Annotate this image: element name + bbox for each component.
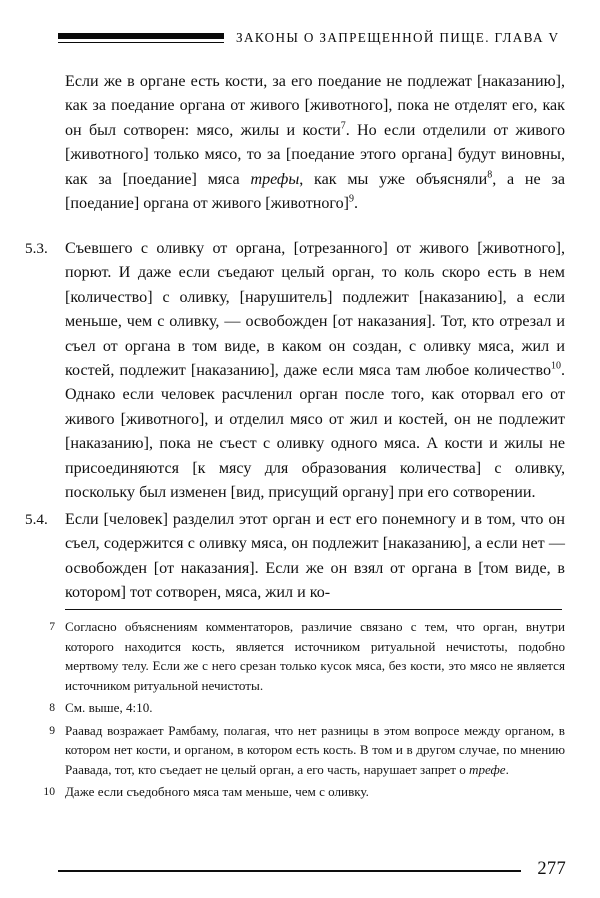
footnote-number: 10 xyxy=(43,785,55,798)
paragraph-text: Если [человек] разделил этот орган и ест его понемногу и в том, что он съел, содержится с оливку мяса, он подлежит [наказанию], а если нет — освобожден [от наказания]. Если же он взял от органа в [том виде, в котором] тот сотворен, мяса, жил и ко- xyxy=(65,511,565,602)
paragraph-5-4 xyxy=(25,508,565,606)
paragraph-5-3 xyxy=(25,237,565,505)
footnote-text: Согласно объяснениям комментаторов, различие связано с тем, что орган, внутри которого находится кость, является источником ритуальной нечистоты, подобно мертвому телу. Если же с него срезан только кусок мяса, без кости, это мясо не является источником ритуальной нечистоты. xyxy=(65,619,565,693)
footnote-text: Даже если съедобного мяса там меньше, чем с оливку. xyxy=(65,784,369,799)
running-head xyxy=(58,27,566,49)
double-rule-ornament-icon xyxy=(58,32,224,45)
section-number: 5.4. xyxy=(25,511,48,528)
footnote-number: 8 xyxy=(49,701,55,714)
paragraph-text: Если же в органе есть кости, за его поедание не подлежат [наказанию], как за поедание органа от живого [животного], пока не отделят его, как он был сотворен: мясо, жилы и кости$^7$. Но если отделили от живого [животного] только мясо, то за [поедание этого органа] будут виновны, как за [поедание] мяса трефы, как мы уже объясняли$^8$, а не за [поедание] органа от живого [животного]$^9$. xyxy=(65,73,565,213)
footnote-separator xyxy=(65,609,562,610)
footnote-item xyxy=(25,782,565,802)
paragraph xyxy=(25,70,565,216)
paragraph-continuation xyxy=(25,70,565,216)
footnote-item xyxy=(25,721,565,780)
folio-rule xyxy=(58,870,521,872)
section-number: 5.3. xyxy=(25,240,48,257)
folio xyxy=(58,856,566,882)
footnote-list xyxy=(25,617,565,805)
footnote-text: Раавад возражает Рамбаму, полагая, что нет разницы в этом вопросе между органом, в котором нет кости, и органом, в котором есть кость. В том и в другом случае, по мнению Раавада, тот, кто съедает не целый орган, а его часть, нарушает запрет о трефе. xyxy=(65,722,565,777)
footnote-item xyxy=(25,698,565,718)
paragraph xyxy=(25,237,565,505)
page-number: 277 xyxy=(537,858,566,879)
footnote-number: 9 xyxy=(49,723,55,737)
footnote-item xyxy=(25,617,565,695)
paragraph-text: Съевшего с оливку от органа, [отрезанного] от живого [животного], порют. И даже если съедают целый орган, то коль скоро есть в нем [количество] с оливку, [нарушитель] подлежит [наказанию], а если меньше, чем с оливку, — освобожден [от наказания]. Тот, кто отрезал и съел от органа в том виде, в каком он создан, с оливку мяса, жил и костей, подлежит [наказанию], даже если мяса там любое количество$^{10}$. Однако если человек расчленил орган после того, как оторвал его от живого [животного], и отделил мясо от жил и костей, он не подлежит [наказанию], пока не съест с оливку одного мяса. А кости и жилы не присоединяются [к мясу для образования количества] с оливку, поскольку был изменен [вид, присущий органу] при его сотворении. xyxy=(65,240,565,502)
footnote-number: 7 xyxy=(49,620,55,633)
running-head-title: ЗАКОНЫ О ЗАПРЕЩЕННОЙ ПИЩЕ. ГЛАВА V xyxy=(236,29,560,45)
paragraph xyxy=(25,508,565,606)
footnote-text: См. выше, 4:10. xyxy=(65,700,153,715)
